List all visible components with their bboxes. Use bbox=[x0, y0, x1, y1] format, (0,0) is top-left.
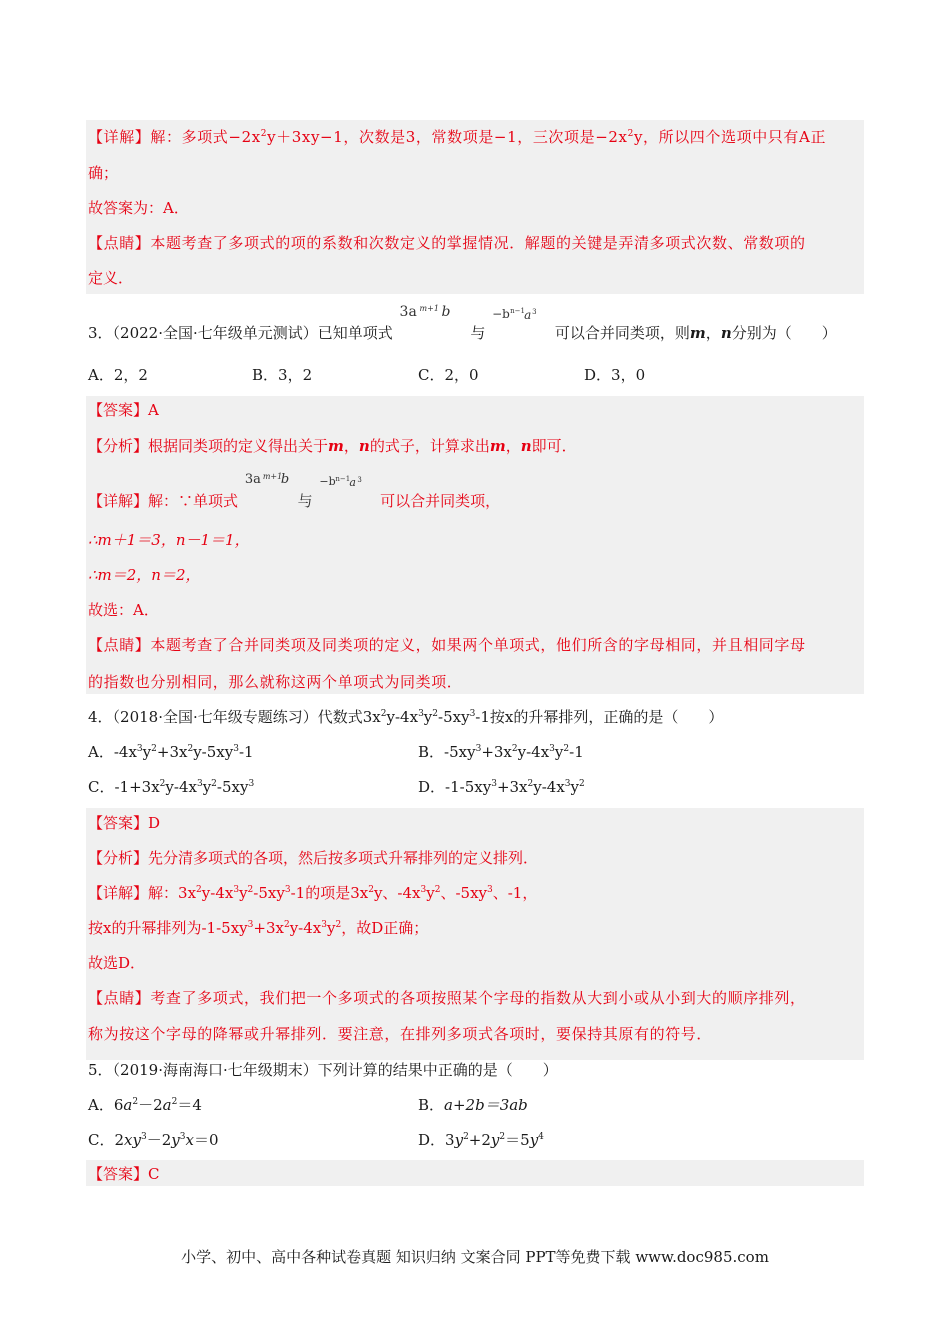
q3-step-1: ∴m＋1＝3，n－1＝1， bbox=[88, 531, 250, 549]
q3-step-2: ∴m＝2，n＝2， bbox=[88, 566, 201, 584]
q2-detail-line bbox=[88, 127, 826, 147]
q3-option-c: C．2，0 bbox=[418, 366, 479, 384]
q4-comment-line-1: 【点睛】考查了多项式，我们把一个多项式的各项按照某个字母的指数从大到小或从小到大的顺序排列， bbox=[88, 989, 806, 1007]
q2-answer-line: 故答案为：A． bbox=[88, 199, 189, 217]
q3-monomial-b: −b n−1 a 3 bbox=[492, 307, 537, 322]
q2-comment-text: 本题考查了多项式的项的系数和次数定义的掌握情况．解题的关键是弄清多项式次数、常数项的 bbox=[150, 234, 806, 252]
q2-detail-tag: 【详解】 bbox=[88, 128, 151, 146]
q5-option-d: D．$3y^2+2y^2=5y^4$ bbox=[418, 1131, 544, 1149]
q5-option-b: B．a+2b＝3ab bbox=[418, 1096, 528, 1114]
q3-stem: 3．（2022·全国·七年级单元测试）已知单项式 3a m+1 b 与 −b n−1 a 3 可以合并同类项，则m，n分别为（ ） bbox=[88, 314, 837, 346]
q3-option-a: A．2，2 bbox=[88, 366, 148, 384]
q4-option-d: D．$-1-5xy^3+3x^2y-4x^3y^2$ bbox=[418, 778, 585, 796]
q4-answer-line: 【答案】D bbox=[88, 814, 161, 832]
q4-comment-line-2: 称为按这个字母的降幂或升幂排列．要注意，在排列多项式各项时，要保持其原有的符号． bbox=[88, 1025, 713, 1043]
q3-answer-line: 【答案】A bbox=[88, 401, 159, 419]
q2-comment-line-1 bbox=[88, 233, 806, 253]
q3-option-b: B．3，2 bbox=[252, 366, 313, 384]
q4-option-a: A．$-4x^3y^2+3x^2y-5xy^3-1$ bbox=[88, 743, 254, 761]
q5-answer-line: 【答案】C bbox=[88, 1165, 160, 1183]
q5-stem: 5．（2019·海南海口·七年级期末）下列计算的结果中正确的是（ ） bbox=[88, 1061, 558, 1079]
q3-monomial-a: 3a m+1 b bbox=[399, 304, 451, 320]
q3-analysis-line: 【分析】根据同类项的定义得出关于m，n的式子，计算求出m，n即可． bbox=[88, 437, 577, 455]
q2-detail-text: 解：多项式$-2x^2y+3xy-1$，次数是3，常数项是−1，三次项是$-2x^2y$，所以四个选项中只有A正 bbox=[150, 128, 827, 146]
q4-stem: 4．（2018·全国·七年级专题练习）代数式$3x^2y-4x^3y^2-5xy^3-1$按x的升幂排列，正确的是（ ） bbox=[88, 708, 724, 726]
q4-analysis-line: 【分析】先分清多项式的各项，然后按多项式升幂排列的定义排列． bbox=[88, 849, 539, 867]
q4-option-b: B．$-5xy^3+3x^2y-4x^3y^2-1$ bbox=[418, 743, 584, 761]
q5-option-a: A．$6a^2-2a^2=4$ bbox=[88, 1096, 202, 1114]
q3-detail-monomial-a: 3a m+1 b bbox=[244, 472, 290, 487]
q4-detail-line-2: 按x的升幂排列为$-1-5xy^3+3x^2y-4x^3y^2$，故D正确； bbox=[88, 919, 429, 937]
q3-option-d: D．3，0 bbox=[584, 366, 646, 384]
q2-comment-line-2: 定义． bbox=[88, 269, 134, 287]
q3-comment-line-1: 【点睛】本题考查了合并同类项及同类项的定义，如果两个单项式，他们所含的字母相同，并且相同字母 bbox=[88, 636, 806, 654]
q4-detail-line: 【详解】解：$3x^2y-4x^3y^2-5xy^3-1$的项是$3x^2y$、$-4x^3y^2$、$-5xy^3$、-1， bbox=[88, 884, 538, 902]
q2-comment-tag: 【点睛】 bbox=[88, 234, 151, 252]
q3-detail-monomial-b: −b n−1 a 3 bbox=[319, 475, 362, 489]
q4-option-c: C．$-1+3x^2y-4x^3y^2-5xy^3$ bbox=[88, 778, 255, 796]
q3-detail-line: 【详解】解：∵单项式 3a m+1 b 与 −b n−1 a 3 可以合并同类项， bbox=[88, 482, 500, 514]
q4-detail-line-3: 故选D． bbox=[88, 954, 146, 972]
page-footer: 小学、初中、高中各种试卷真题 知识归纳 文案合同 PPT等免费下载 www.doc985.com bbox=[181, 1248, 769, 1266]
q5-option-c: C．$2xy^3-2y^3x=0$ bbox=[88, 1131, 219, 1149]
q3-comment-line-2: 的指数也分别相同，那么就称这两个单项式为同类项． bbox=[88, 673, 463, 691]
q2-detail-cont: 确； bbox=[88, 164, 119, 182]
q5-solution-block bbox=[86, 1160, 864, 1186]
q3-step-3: 故选：A． bbox=[88, 601, 159, 619]
